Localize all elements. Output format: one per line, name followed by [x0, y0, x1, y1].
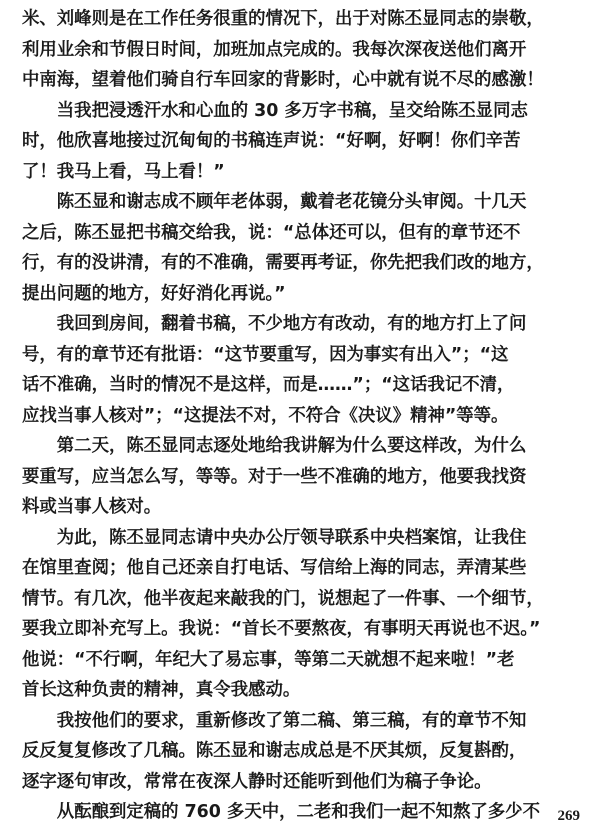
text-line: 我按他们的要求，重新修改了第二稿、第三稿，有的章节不知: [22, 710, 527, 731]
text-line: 时，他欣喜地接过沉甸甸的书稿连声说：“好啊，好啊！你们辛苦: [22, 131, 521, 151]
text-line: 为此，陈丕显同志请中央办公厅领导联系中央档案馆，让我住: [22, 527, 527, 548]
text-line: 料或当事人核对。: [22, 497, 162, 517]
page-number: 269: [557, 808, 580, 824]
text-line: 从酝酿到定稿的 760 多天中，二老和我们一起不知熬了多少不: [22, 802, 540, 822]
body-text: [22, 4, 580, 828]
text-line: 要我立即补充写上。我说：“首长不要熬夜，有事明天再说也不迟。”: [22, 619, 541, 639]
text-line: 陈丕显和谢志成不顾年老体弱，戴着老花镜分头审阅。十几天: [22, 192, 527, 212]
text-line: 了！我马上看，马上看！”: [22, 161, 225, 182]
text-line: 之后，陈丕显把书稿交给我，说：“总体还可以，但有的章节还不: [22, 222, 521, 243]
text-line: 第二天，陈丕显同志逐处地给我讲解为什么要这样改，为什么: [22, 436, 527, 456]
text-line: 提出问题的地方，好好消化再说。”: [22, 283, 286, 304]
text-line: 号，有的章节还有批语：“这节要重写，因为事实有出入”；“这: [22, 344, 509, 365]
text-line: 情节。有几次，他半夜起来敲我的门，说想起了一件事、一个细节，: [22, 588, 544, 609]
text-line: 逐字逐句审改，常常在夜深人静时还能听到他们为稿子争论。: [22, 771, 492, 792]
text-line: 要重写，应当怎么写，等等。对于一些不准确的地方，他要我找资: [22, 466, 527, 487]
text-line: 中南海，望着他们骑自行车回家的背影时，心中就有说不尽的感激！: [22, 70, 544, 90]
text-line: 他说：“不行啊，年纪大了易忘事，等第二天就想不起来啦！”老: [22, 649, 515, 670]
text-line: 利用业余和节假日时间，加班加点完成的。我每次深夜送他们离开: [22, 39, 527, 60]
text-line: 行，有的没讲清，有的不准确，需要再考证，你先把我们改的地方，: [22, 253, 544, 273]
text-line: 当我把浸透汗水和心血的 30 多万字书稿，呈交给陈丕显同志: [22, 100, 528, 121]
text-line: 米、刘峰则是在工作任务很重的情况下，出于对陈丕显同志的崇敬，: [22, 9, 544, 29]
text-line: 在馆里查阅；他自己还亲自打电话、写信给上海的同志，弄清某些: [22, 558, 527, 578]
text-line: 话不准确，当时的情况不是这样，而是……”；“这话我记不清，: [22, 375, 515, 395]
text-line: 我回到房间，翻着书稿，不少地方有改动，有的地方打上了问: [22, 314, 527, 334]
text-line: 反反复复修改了几稿。陈丕显和谢志成总是不厌其烦，反复斟酌，: [22, 741, 527, 761]
text-line: 应找当事人核对”；“这提法不对，不符合《决议》精神”等等。: [22, 405, 509, 426]
text-line: 首长这种负责的精神，真令我感动。: [22, 680, 301, 700]
